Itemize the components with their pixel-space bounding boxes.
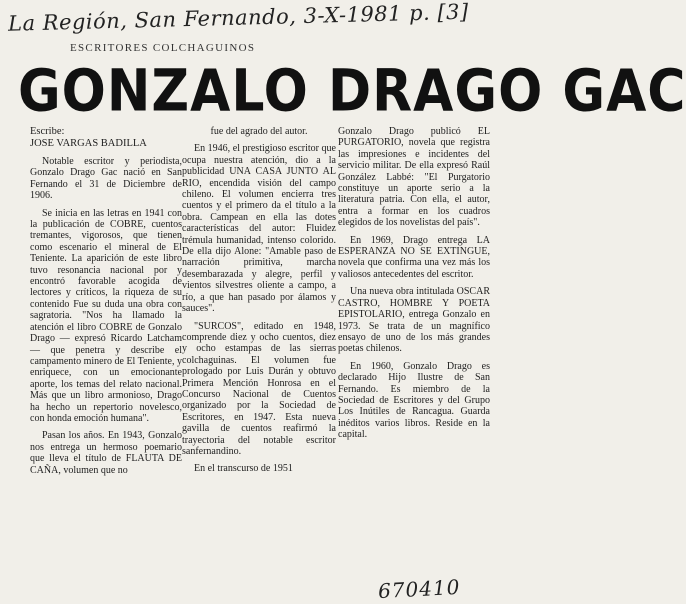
byline-label: Escribe: bbox=[30, 126, 65, 137]
continued-line: fue del agrado del autor. bbox=[210, 126, 308, 137]
paragraph: "SURCOS", editado en 1948, comprende diez y ocho cuentos, diez y ocho estampas de las sierras colchaguinas. El volumen fue prologado por Luis Durán y obtuvo Primera Mención Honrosa en el Concurso Nacional de Cuentos organizado por la Sociedad de Escritores, en 1947. Esta nueva gavilla de cuentos reafirmó la trayectoria del notable escritor sanfernandino. bbox=[182, 320, 336, 457]
article-column-3 bbox=[338, 126, 490, 604]
article-column-1 bbox=[30, 126, 182, 604]
paragraph: En 1960, Gonzalo Drago es declarado Hijo Ilustre de San Fernando. Es miembro de la Sociedad de Escritores y del Grupo Los Inútiles de Rancagua. Guarda inéditos varios libros. Reside en la capital. bbox=[338, 360, 490, 441]
paragraph: Una nueva obra intitulada OSCAR CASTRO, HOMBRE Y POETA EPISTOLARIO, entrega Gonzalo en 1973. Se trata de un magnífico ensayo de uno de los más grandes poetas chilenos. bbox=[338, 286, 490, 355]
paragraph: Gonzalo Drago publicó EL PURGATORIO, novela que registra las impresiones e incidentes del servicio militar. De ella expresó Raúl González Labbé: "El Purgatorio constituye un aporte serio a la literatura patria. Con ella, el autor, entra a formar en los cuadros elegidos de los novelistas del país". bbox=[338, 126, 490, 229]
handwritten-source-note: La Región, San Fernando, 3-X-1981 p. [3] bbox=[7, 0, 469, 36]
paragraph: En el transcurso de 1951 bbox=[194, 463, 293, 475]
paragraph: En 1969, Drago entrega LA ESPERANZA NO SE EXTINGUE, novela que confirma una vez más los valiosos antecedentes del escritor. bbox=[338, 234, 490, 280]
paragraph: Notable escritor y periodista, Gonzalo Drago Gac nació en San Fernando el 31 de Diciembre de 1906. bbox=[30, 156, 182, 202]
paragraph: Pasan los años. En 1943, Gonzalo nos entrega un hermoso poemario que lleva el título de FLAUTA DE CAÑA, volumen que no bbox=[30, 430, 182, 476]
paragraph: En 1946, el prestigioso escritor que ocupa nuestra atención, dio a la publicidad UNA CASA JUNTO AL RIO, encendida visión del campo chileno. El volumen encierra tres cuentos y el primero da el título a la obra. Campean en ella las dotes características del autor: Fluidez trémula humanidad, intenso colorido. De ella dijo Alone: "Amable paso de narración primitiva, marcha desembarazada y alegre, perfil y vientos silvestres oliente a campo, a río, a que han pasado por álamos y sauces". bbox=[182, 143, 336, 315]
handwritten-catalog-number: 670410 bbox=[377, 574, 461, 604]
paragraph: Se inicia en las letras en 1941 con la publicación de COBRE, cuentos tremantes, vigorosos, que tienen como escenario el mineral de El Teniente. La aparición de este libro tuvo resonancia nacional por y encontró favorable acogida de lectores y críticos, la riqueza de su contenido Fue su duda una obra con sagratoria. "Nos ha llamado la atención el libro COBRE de Gonzalo Drago — expresó Ricardo Latcham — que penetra y describe el campamento minero de El Teniente, y enriquece, con un emocionante aporte, los temas del relato nacional. Más que un libro armonioso, Drago ha hecho un repertorio novelesco, con honda emoción humana". bbox=[30, 207, 182, 424]
article-column-2 bbox=[182, 126, 336, 604]
section-header: ESCRITORES COLCHAGUINOS bbox=[70, 42, 256, 54]
headline: GONZALO DRAGO GAC bbox=[18, 58, 686, 126]
byline-author: JOSE VARGAS BADILLA bbox=[30, 138, 147, 149]
byline bbox=[30, 126, 182, 150]
